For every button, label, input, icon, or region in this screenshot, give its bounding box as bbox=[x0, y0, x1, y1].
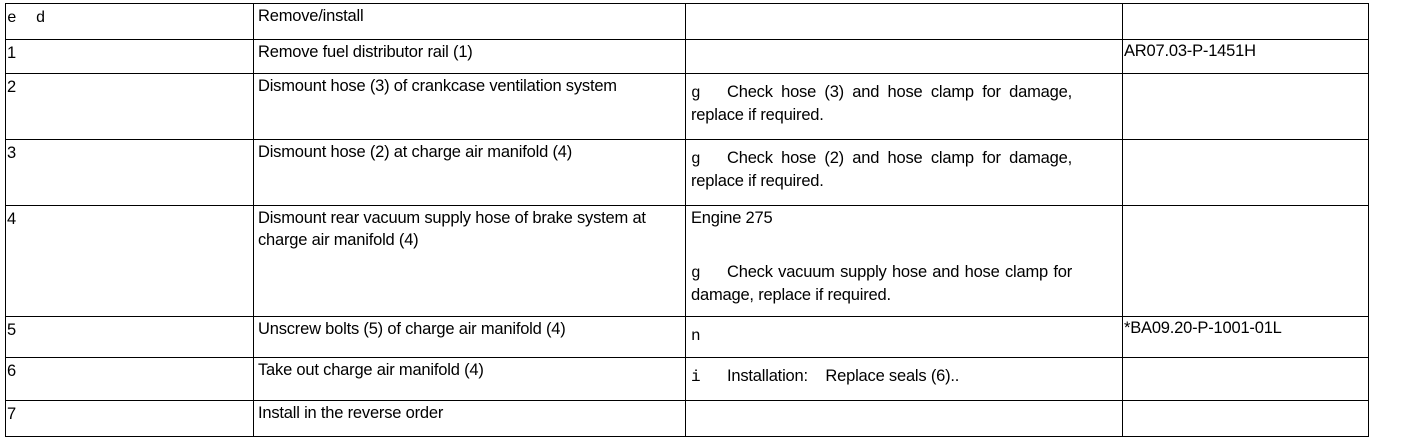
step-reference bbox=[1123, 74, 1369, 140]
step-number: 1 bbox=[6, 40, 254, 74]
step-number: 4 bbox=[6, 206, 254, 317]
step-action: Dismount hose (2) at charge air manifold (4) bbox=[254, 140, 686, 206]
step-note-cell bbox=[686, 358, 1123, 401]
step-reference: AR07.03-P-1451H bbox=[1123, 40, 1369, 74]
header-title: Remove/install bbox=[258, 7, 364, 25]
step-number: 5 bbox=[6, 317, 254, 358]
step-number: 6 bbox=[6, 358, 254, 401]
table-row bbox=[6, 140, 1369, 206]
step-action: Unscrew bolts (5) of charge air manifold (4) bbox=[254, 317, 686, 358]
step-note bbox=[691, 81, 1072, 126]
step-note-cell bbox=[686, 206, 1123, 317]
procedure-table bbox=[5, 3, 1369, 437]
step-note-cell bbox=[686, 401, 1123, 437]
check-symbol-icon: g bbox=[691, 264, 701, 282]
header-ref-cell bbox=[1123, 4, 1369, 40]
step-reference bbox=[1123, 358, 1369, 401]
step-number: 2 bbox=[6, 74, 254, 140]
step-note bbox=[691, 261, 1072, 306]
header-title-cell bbox=[254, 4, 686, 40]
step-note-text: Check hose (3) and hose clamp for damage, replace if required. bbox=[691, 83, 1072, 124]
step-reference bbox=[1123, 401, 1369, 437]
table-row bbox=[6, 206, 1369, 317]
step-reference bbox=[1123, 206, 1369, 317]
check-symbol-icon: g bbox=[691, 84, 701, 102]
step-note-text: Installation: Replace seals (6).. bbox=[727, 367, 960, 385]
header-symbols: e d bbox=[7, 9, 46, 27]
table-row bbox=[6, 74, 1369, 140]
step-note-cell bbox=[686, 140, 1123, 206]
step-reference bbox=[1123, 140, 1369, 206]
step-note bbox=[691, 147, 1072, 192]
header-note-cell bbox=[686, 4, 1123, 40]
table-row bbox=[6, 401, 1369, 437]
step-note-text: Check vacuum supply hose and hose clamp for damage, replace if required. bbox=[691, 263, 1072, 304]
step-number: 7 bbox=[6, 401, 254, 437]
step-action: Install in the reverse order bbox=[254, 401, 686, 437]
step-action: Dismount rear vacuum supply hose of brake system at charge air manifold (4) bbox=[254, 206, 686, 317]
step-action: Dismount hose (3) of crankcase ventilation system bbox=[254, 74, 686, 140]
step-reference: *BA09.20-P-1001-01L bbox=[1123, 317, 1369, 358]
procedure-sheet bbox=[5, 3, 1369, 437]
table-row bbox=[6, 358, 1369, 401]
info-symbol-icon: i bbox=[691, 368, 701, 386]
step-note-cell bbox=[686, 317, 1123, 358]
header-symbols-cell bbox=[6, 4, 254, 40]
step-note-cell bbox=[686, 74, 1123, 140]
table-row bbox=[6, 317, 1369, 358]
step-action: Take out charge air manifold (4) bbox=[254, 358, 686, 401]
table-row bbox=[6, 40, 1369, 74]
check-symbol-icon: g bbox=[691, 150, 701, 168]
step-action: Remove fuel distributor rail (1) bbox=[254, 40, 686, 74]
table-header-row bbox=[6, 4, 1369, 40]
step-note-cell bbox=[686, 40, 1123, 74]
torque-symbol-icon: n bbox=[691, 327, 701, 345]
step-note-text: Check hose (2) and hose clamp for damage, replace if required. bbox=[691, 149, 1072, 190]
step-number: 3 bbox=[6, 140, 254, 206]
engine-variant-label: Engine 275 bbox=[691, 209, 773, 227]
